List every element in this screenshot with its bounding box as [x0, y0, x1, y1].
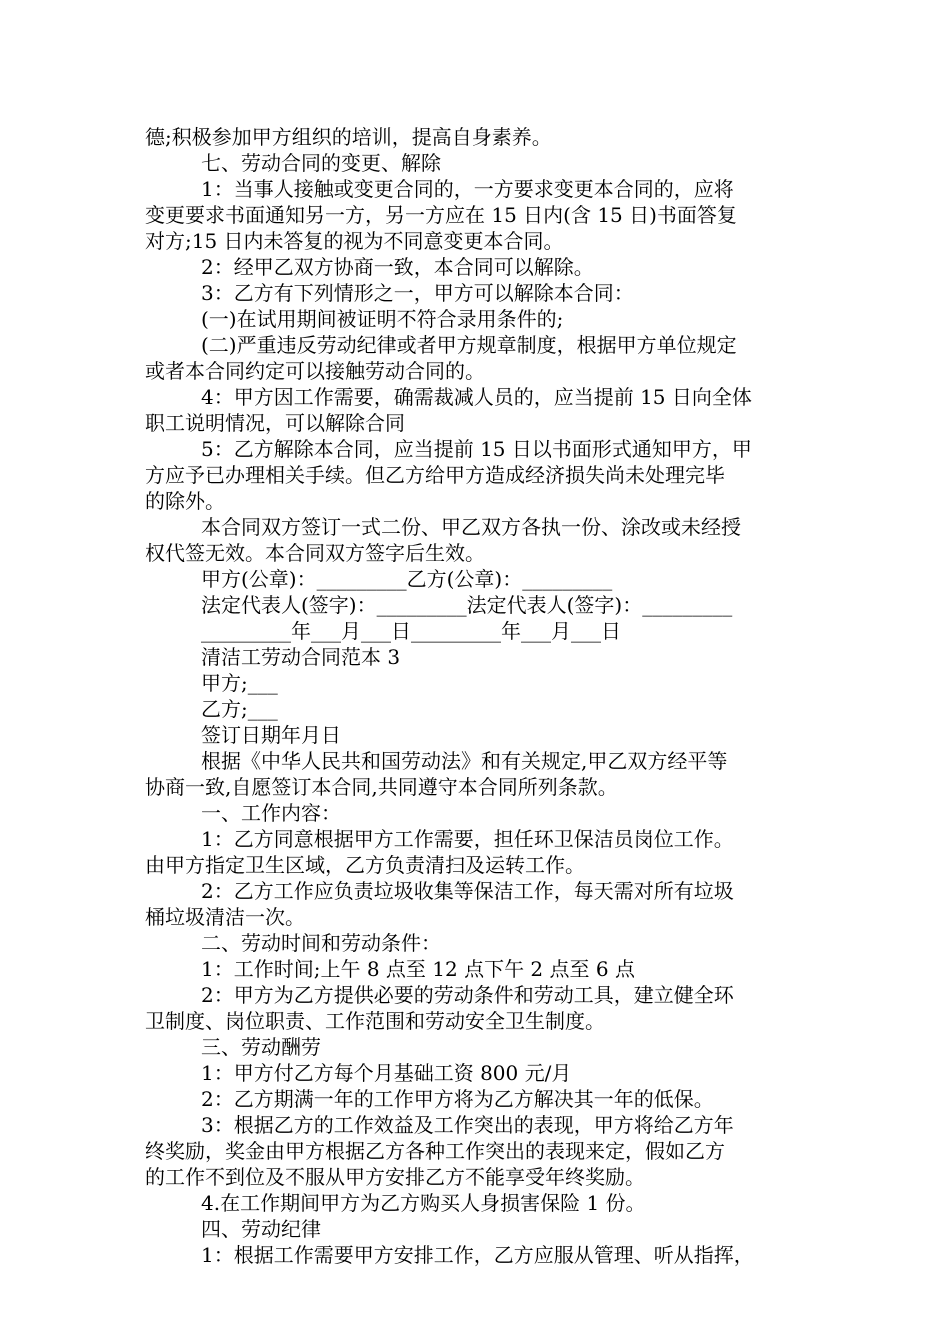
text-line: 的除外。 [145, 489, 225, 513]
text-line: 甲方(公章)：_________乙方(公章)：_________ [201, 567, 613, 591]
text-line: 3：根据乙方的工作效益及工作突出的表现，甲方将给乙方年 [201, 1113, 734, 1137]
text-line: 根据《中华人民共和国劳动法》和有关规定,甲乙双方经平等 [201, 749, 728, 773]
text-line: 对方;15 日内未答复的视为不同意变更本合同。 [145, 229, 564, 253]
text-line: 方应予已办理相关手续。但乙方给甲方造成经济损失尚未处理完毕 [145, 463, 725, 487]
text-line: 德;积极参加甲方组织的培训，提高自身素养。 [145, 125, 552, 149]
text-line: 2：乙方期满一年的工作甲方将为乙方解决其一年的低保。 [201, 1087, 714, 1111]
text-line: 1：工作时间;上午 8 点至 12 点下午 2 点至 6 点 [201, 957, 635, 981]
text-line: 由甲方指定卫生区域，乙方负责清扫及运转工作。 [145, 853, 585, 877]
text-line: 1：当事人接触或变更合同的，一方要求变更本合同的，应将 [201, 177, 734, 201]
text-line: 4：甲方因工作需要，确需裁减人员的，应当提前 15 日向全体 [201, 385, 752, 409]
text-line: 桶垃圾清洁一次。 [145, 905, 305, 929]
text-line: 四、劳动纪律 [201, 1217, 321, 1241]
text-line: 本合同双方签订一式二份、甲乙双方各执一份、涂改或未经授 [201, 515, 741, 539]
text-line: 1：乙方同意根据甲方工作需要，担任环卫保洁员岗位工作。 [201, 827, 734, 851]
text-line: 2：甲方为乙方提供必要的劳动条件和劳动工具，建立健全环 [201, 983, 734, 1007]
text-line: 或者本合同约定可以接触劳动合同的。 [145, 359, 485, 383]
text-line: 5：乙方解除本合同，应当提前 15 日以书面形式通知甲方，甲 [201, 437, 752, 461]
text-line: 清洁工劳动合同范本 3 [201, 645, 401, 669]
text-line: _________年___月___日_________年___月___日 [201, 619, 621, 643]
text-line: 权代签无效。本合同双方签字后生效。 [145, 541, 485, 565]
text-line: 二、劳动时间和劳动条件： [201, 931, 441, 955]
text-line: 职工说明情况，可以解除合同 [145, 411, 405, 435]
text-line: 卫制度、岗位职责、工作范围和劳动安全卫生制度。 [145, 1009, 605, 1033]
text-line: 变更要求书面通知另一方，另一方应在 15 日内(含 15 日)书面答复 [145, 203, 737, 227]
text-line: 3：乙方有下列情形之一，甲方可以解除本合同： [201, 281, 634, 305]
text-line: 法定代表人(签字)：_________法定代表人(签字)：_________ [201, 593, 733, 617]
text-line: 一、工作内容： [201, 801, 341, 825]
text-line: 1：根据工作需要甲方安排工作，乙方应服从管理、听从指挥， [201, 1243, 754, 1267]
text-line: 甲方;___ [201, 671, 278, 695]
text-line: 2：乙方工作应负责垃圾收集等保洁工作，每天需对所有垃圾 [201, 879, 734, 903]
text-line: (二)严重违反劳动纪律或者甲方规章制度，根据甲方单位规定 [201, 333, 737, 357]
text-line: 终奖励，奖金由甲方根据乙方各种工作突出的表现来定，假如乙方 [145, 1139, 725, 1163]
text-line: 乙方;___ [201, 697, 278, 721]
document-body [145, 124, 817, 1268]
text-line: 的工作不到位及不服从甲方安排乙方不能享受年终奖励。 [145, 1165, 645, 1189]
text-line: 签订日期年月日 [201, 723, 341, 747]
text-line: 1：甲方付乙方每个月基础工资 800 元/月 [201, 1061, 572, 1085]
text-line: 三、劳动酬劳 [201, 1035, 321, 1059]
text-line: 2：经甲乙双方协商一致，本合同可以解除。 [201, 255, 594, 279]
text-line: (一)在试用期间被证明不符合录用条件的; [201, 307, 564, 331]
text-line: 4.在工作期间甲方为乙方购买人身损害保险 1 份。 [201, 1191, 646, 1215]
text-line: 七、劳动合同的变更、解除 [201, 151, 441, 175]
text-line: 协商一致,自愿签订本合同,共同遵守本合同所列条款。 [145, 775, 618, 799]
